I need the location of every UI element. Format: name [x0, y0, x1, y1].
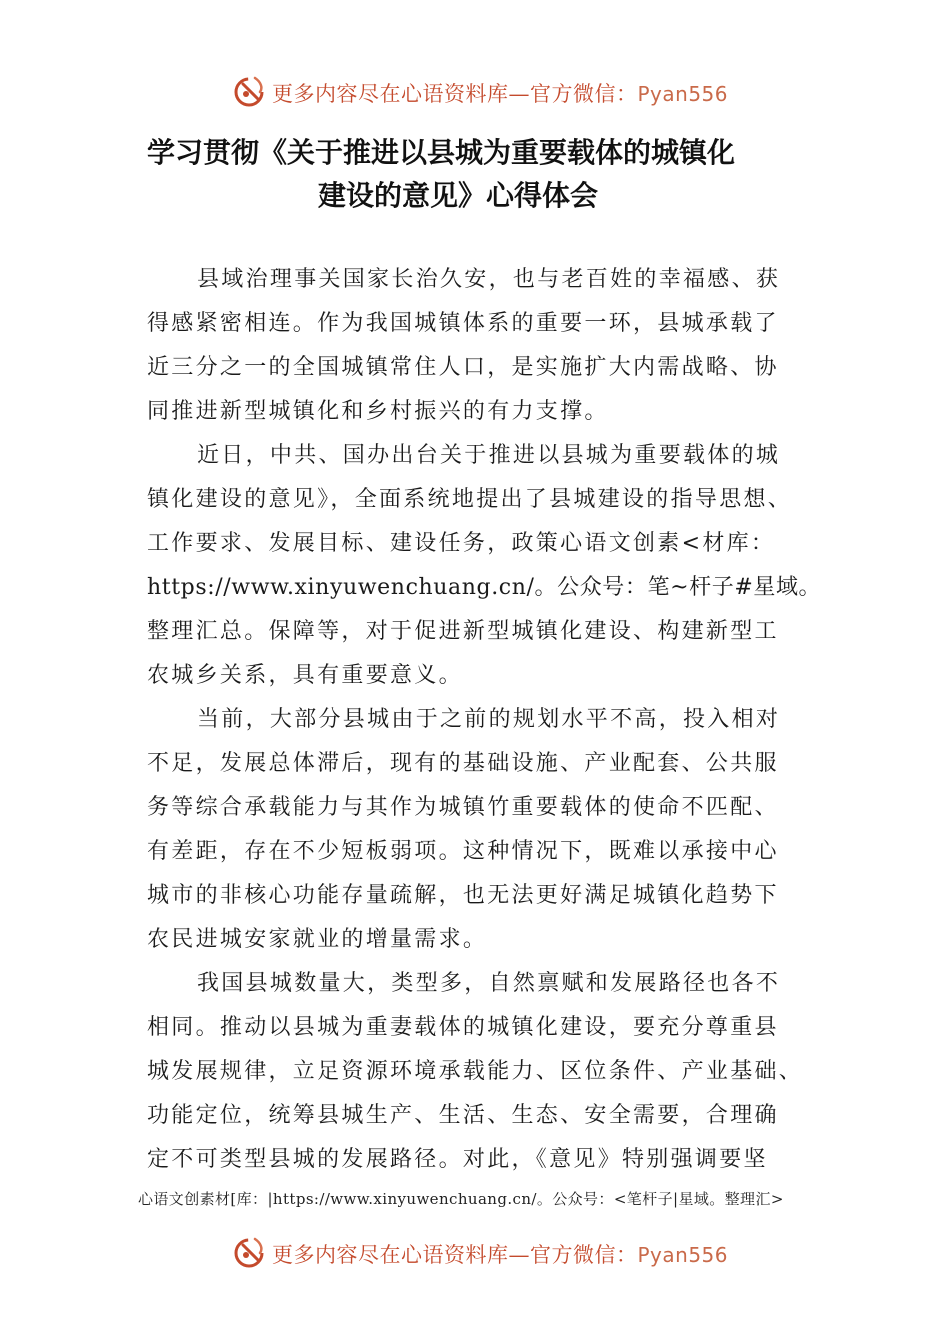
body-line: 不足，发展总体滞后，现有的基础设施、产业配套、公共服	[147, 751, 779, 776]
body-line: 农城乡关系，具有重要意义。	[147, 663, 463, 688]
body-line: 当前，大部分县城由于之前的规划水平不高，投入相对	[197, 707, 781, 732]
banner-text: 更多内容尽在心语资料库—官方微信：	[272, 1243, 638, 1267]
body-line: 工作要求、发展目标、建设任务，政策心语文创素<材库：	[147, 531, 776, 556]
ink-brush-logo-icon	[233, 1235, 267, 1269]
body-line: 同推进新型城镇化和乡村振兴的有力支撑。	[147, 399, 609, 424]
body-line: 定不可类型县城的发展路径。对此，《意见》特别强调要坚	[147, 1147, 768, 1172]
body-line: 我国县城数量大，类型多，自然禀赋和发展路径也各不	[197, 971, 781, 996]
document-title-line-2: 建设的意见》心得体会	[318, 179, 599, 212]
banner-handle: Pyan556	[637, 82, 729, 106]
banner-text: 更多内容尽在心语资料库—官方微信：	[272, 82, 638, 106]
document-title-line-1: 学习贯彻《关于推进以县城为重要载体的城镇化	[147, 136, 736, 169]
footer-source-note: 心语文创素材[库：|https://www.xinyuwenchuang.cn/。公众号：<笔杆子|星域。整理汇>	[138, 1190, 784, 1208]
body-line: 城市的非核心功能存量疏解，也无法更好满足城镇化趋势下	[147, 883, 779, 908]
document-body	[147, 258, 837, 1182]
ink-brush-logo-icon	[233, 74, 267, 108]
body-line: 近日，中共、国办出台关于推进以县城为重要载体的城	[197, 443, 781, 468]
body-line: 镇化建设的意见》，全面系统地提出了县城建设的指导思想、	[147, 487, 793, 512]
body-line: 农民进城安家就业的增量需求。	[147, 927, 488, 952]
body-line: 得感紧密相连。作为我国城镇体系的重要一环，县城承载了	[147, 311, 779, 336]
body-line: 有差距，存在不少短板弱项。这种情况下，既难以承接中心	[147, 839, 779, 864]
banner-handle: Pyan556	[637, 1243, 729, 1267]
header-banner	[0, 72, 950, 112]
body-line: 相同。推动以县城为重妻载体的城镇化建设，要充分尊重县	[147, 1015, 779, 1040]
body-line: 务等综合承载能力与其作为城镇竹重要载体的使命不匹配、	[147, 795, 779, 820]
body-line: 功能定位，统筹县城生产、生活、生态、安全需要，合理确	[147, 1103, 779, 1128]
body-line-url: https://www.xinyuwenchuang.cn/。公众号：笔~杆子#星域。	[147, 575, 822, 600]
body-line: 县域治理事关国家长治久安，也与老百姓的幸福感、获	[197, 267, 781, 292]
body-line: 近三分之一的全国城镇常住人口，是实施扩大内需战略、协	[147, 355, 779, 380]
body-line: 整理汇总。保障等，对于促进新型城镇化建设、构建新型工	[147, 619, 779, 644]
footer-banner	[0, 1233, 950, 1273]
body-line: 城发展规律，立足资源环境承载能力、区位条件、产业基础、	[147, 1059, 804, 1084]
